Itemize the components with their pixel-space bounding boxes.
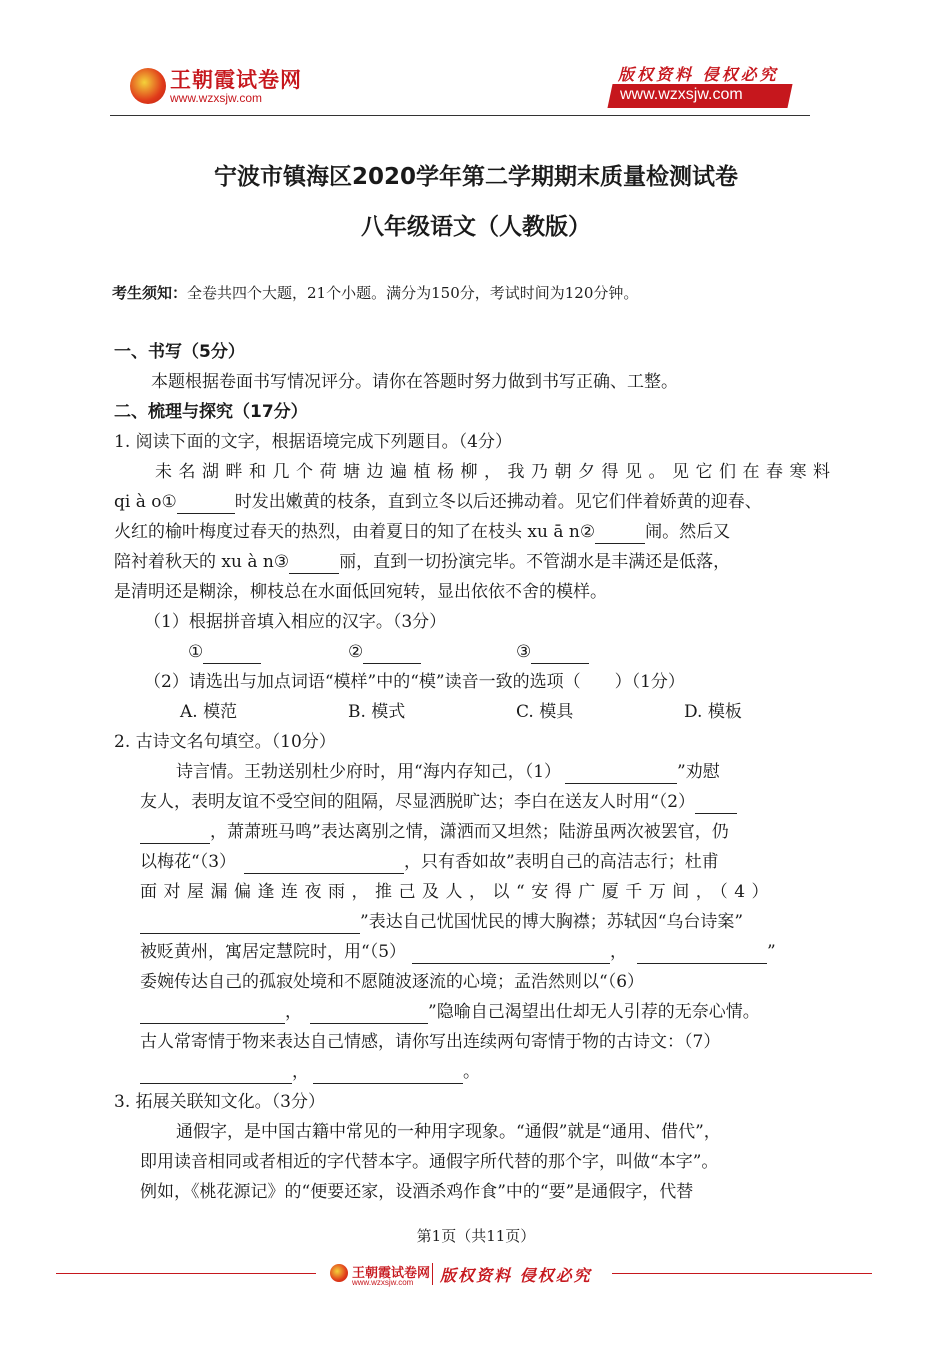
q3-passage-line: 例如，《桃花源记》的“便要还家，设酒杀鸡作食”中的“要”是通假字，代替 — [140, 1182, 694, 1202]
answer-blank[interactable] — [140, 826, 210, 844]
q2-line: 古人常寄情于物来表达自己情感，请你写出连续两句寄情于物的古诗文：（7） — [140, 1032, 721, 1052]
footer-logo-url: www.wzxsjw.com — [352, 1278, 414, 1287]
answer-blank[interactable] — [244, 856, 404, 874]
q1-answer-3: ③ — [516, 640, 589, 664]
answer-blank[interactable] — [140, 1006, 285, 1024]
q1-passage-line: qi à o① 时发出嫩黄的枝条，直到立冬以后还拂动着。见它们伴着娇黄的迎春、 — [114, 492, 762, 512]
q1-passage-line: 未名湖畔和几个荷塘边遍植杨柳，我乃朝夕得见。见它们在春寒料 — [155, 462, 837, 482]
q1-stem: 1. 阅读下面的文字，根据语境完成下列题目。（4分） — [114, 432, 512, 452]
page-number: 第1页（共11页） — [416, 1227, 536, 1245]
q2-line: 委婉传达自己的孤寂处境和不愿随波逐流的心境；孟浩然则以“（6） — [140, 972, 645, 992]
section1-body: 本题根据卷面书写情况评分。请你在答题时努力做到书写正确、工整。 — [151, 372, 678, 392]
answer-blank[interactable] — [695, 796, 737, 814]
logo-badge-icon — [130, 68, 166, 104]
exam-notice — [112, 282, 638, 303]
q2-line: 诗言情。王勃送别杜少府时，用“海内存知己，（1） ”劝慰 — [176, 762, 720, 782]
q2-line: ，萧萧班马鸣”表达离别之情，潇洒而又坦然；陆游虽两次被罢官，仍 — [140, 820, 729, 844]
q1-passage-line: 火红的榆叶梅度过春天的热烈，由着夏日的知了在枝头 xu ā n② 闹。然后又 — [114, 522, 731, 542]
answer-blank[interactable] — [531, 646, 589, 664]
option-a[interactable]: A. 模范 — [180, 702, 238, 722]
answer-blank[interactable] — [310, 1006, 428, 1024]
logo-name: 王朝霞试卷网 — [170, 69, 302, 92]
footer-logo-name: 王朝霞试卷网 — [352, 1265, 431, 1280]
url-banner-text: www.wzxsjw.com — [620, 86, 743, 103]
q1-sub2: （2）请选出与加点词语“模样”中的“模”读音一致的选项（ ）（1分） — [144, 672, 685, 692]
footer-divider — [612, 1273, 872, 1274]
option-c[interactable]: C. 模具 — [516, 702, 574, 722]
answer-blank[interactable] — [595, 526, 645, 544]
q2-line: 以梅花“（3） ，只有香如故”表明自己的高洁志行；杜甫 — [140, 852, 719, 872]
q1-passage-line: 是清明还是糊涂，柳枝总在水面低回宛转，显出依依不舍的模样。 — [114, 582, 607, 602]
answer-blank[interactable] — [565, 766, 677, 784]
notice-text: 全卷共四个大题，21个小题。满分为150分，考试时间为120分钟。 — [187, 284, 639, 302]
answer-blank[interactable] — [140, 916, 360, 934]
q1-sub1: （1）根据拼音填入相应的汉字。（3分） — [144, 612, 447, 632]
footer-separator — [432, 1263, 433, 1285]
answer-blank[interactable] — [363, 646, 421, 664]
copyright-notice: 版权资料 侵权必究 — [618, 65, 779, 84]
answer-blank[interactable] — [412, 946, 610, 964]
q1-passage-line: 陪衬着秋天的 xu à n③ 丽，直到一切扮演完毕。不管湖水是丰满还是低落， — [114, 552, 731, 572]
footer-copyright: 版权资料 侵权必究 — [440, 1266, 592, 1285]
q2-line: ”表达自己忧国忧民的博大胸襟；苏轼因“乌台诗案” — [140, 910, 743, 934]
section2-heading: 二、梳理与探究（17分） — [114, 402, 308, 422]
answer-blank[interactable] — [289, 556, 339, 574]
footer-logo-icon — [330, 1264, 348, 1282]
q1-answer-2: ② — [348, 640, 421, 664]
answer-blank[interactable] — [637, 946, 767, 964]
answer-blank[interactable] — [313, 1066, 463, 1084]
q2-line: ， 。 — [140, 1060, 480, 1084]
logo-url: www.wzxsjw.com — [170, 91, 263, 105]
q2-line: ， ”隐喻自己渴望出仕却无人引荐的无奈心情。 — [140, 1000, 760, 1024]
header-divider — [110, 115, 810, 116]
exam-title: 宁波市镇海区2020学年第二学期期末质量检测试卷 — [213, 164, 738, 190]
q3-passage-line: 即用读音相同或者相近的字代替本字。通假字所代替的那个字，叫做“本字”。 — [140, 1152, 719, 1172]
answer-blank[interactable] — [177, 496, 235, 514]
footer-divider — [56, 1273, 316, 1274]
q3-stem: 3. 拓展关联知文化。（3分） — [114, 1092, 325, 1112]
notice-label: 考生须知： — [112, 284, 188, 302]
answer-blank[interactable] — [203, 646, 261, 664]
q2-stem: 2. 古诗文名句填空。（10分） — [114, 732, 336, 752]
q3-passage-line: 通假字，是中国古籍中常见的一种用字现象。“通假”就是“通用、借代”， — [176, 1122, 721, 1142]
answer-blank[interactable] — [140, 1066, 292, 1084]
q1-answer-1: ① — [188, 640, 261, 664]
section1-heading: 一、书写（5分） — [114, 342, 245, 362]
exam-subtitle: 八年级语文（人教版） — [361, 214, 591, 240]
option-d[interactable]: D. 模板 — [684, 702, 742, 722]
q2-line: 面对屋漏偏逢连夜雨，推己及人，以“安得广厦千万间，（4） — [140, 882, 776, 902]
option-b[interactable]: B. 模式 — [348, 702, 406, 722]
q2-line: 友人，表明友谊不受空间的阻隔，尽显洒脱旷达；李白在送友人时用“（2） — [140, 790, 737, 814]
q2-line: 被贬黄州，寓居定慧院时，用“（5） ， ” — [140, 942, 776, 962]
